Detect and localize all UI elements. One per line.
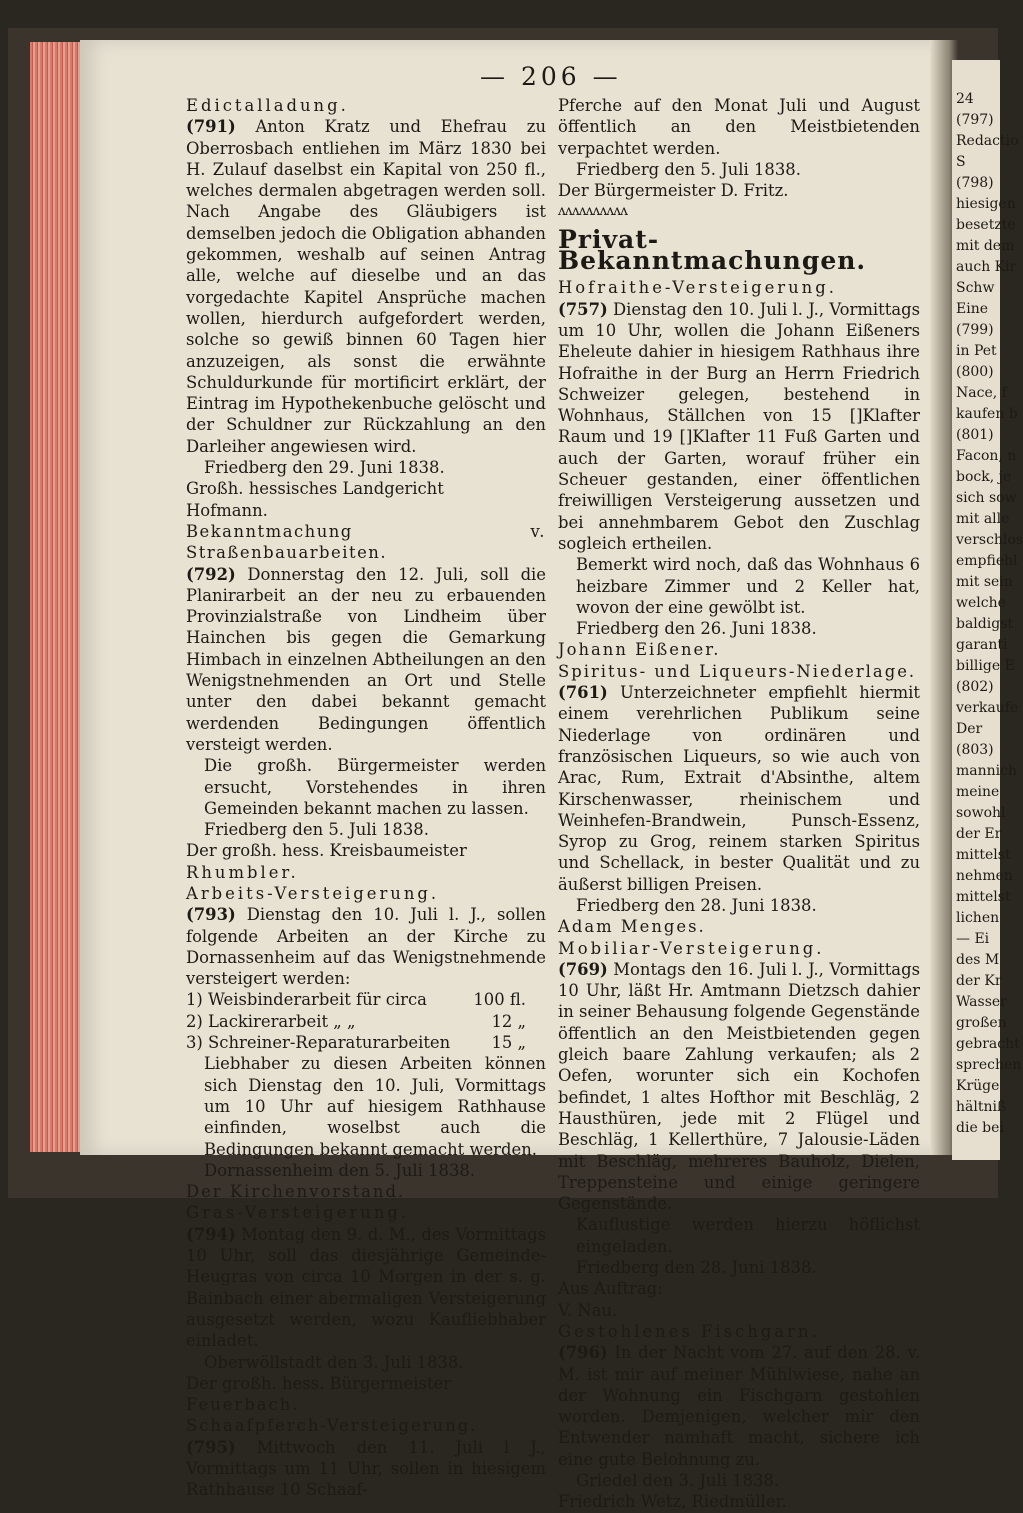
next-page-line: die bei: [956, 1120, 1004, 1136]
signature-name: Rhumbler.: [186, 862, 299, 882]
next-page-line: hältniß: [956, 1099, 1007, 1115]
item-value: 12 „: [491, 1011, 526, 1031]
next-page-line: des M: [956, 952, 1000, 968]
next-page-line: mit alle: [956, 511, 1010, 527]
entry-number: (794): [186, 1224, 236, 1244]
entry-text: Dienstag den 10. Juli l. J., sollen folgende Arbeiten an der Kirche zu Dornassenheim auf das Wenigstnehmende versteigert werden:: [186, 905, 546, 989]
ornament-divider: ʌʌʌʌʌʌʌʌʌʌ: [558, 203, 628, 220]
next-page-fragment: [952, 60, 1023, 1160]
item-label: 1) Weisbinderarbeit für circa: [186, 990, 427, 1010]
work-item: [186, 1032, 546, 1053]
signature: Aus Auftrag:: [558, 1279, 663, 1299]
entry-796: [558, 1342, 920, 1470]
entry-date: Oberwöllstadt den 3. Juli 1838.: [204, 1352, 464, 1372]
heading-schaafpferch: Schaafpferch-Versteigerung.: [186, 1416, 478, 1436]
entry-text: Montags den 16. Juli l. J., Vormittags 10 Uhr, läßt Hr. Amtmann Dietzsch dahier in seiner Behausung folgende Gegenstände öffentlich an den Meistbietenden gegen gleich baare Zahlung verkaufen; als 2 Oefen, worunter sich ein Kochofen befindet, 1 altes Hofthor mit Beschläg, 2 Hausthüren, jede mit 2 Flügel und Beschläg, 1 Kellerthüre, 7 Jalousie-Läden mit Beschläg, mehreres Bauholz, Dielen, Treppensteine und einige geringere Gegenstände.: [558, 959, 920, 1214]
signature: Der Bürgermeister D. Fritz.: [558, 181, 789, 201]
heading-strassenbau: Bekanntmachung v. Straßenbauarbeiten.: [186, 521, 546, 563]
heading-fischgarn: Gestohlenes Fischgarn.: [558, 1321, 820, 1341]
signature: Johann Eißener.: [558, 640, 721, 660]
next-page-line: der Kr: [956, 973, 1002, 989]
signature-name: V. Nau.: [558, 1300, 618, 1320]
item-label: 3) Schreiner-Reparaturarbeiten: [186, 1033, 451, 1053]
left-column: [186, 95, 546, 1501]
entry-number: (793): [186, 905, 236, 925]
next-page-line: Facon, n: [956, 448, 1017, 464]
next-page-line: (802): [956, 679, 994, 695]
item-value: 100 fl.: [473, 990, 526, 1010]
work-item: [186, 1011, 546, 1032]
signature: Friedrich Wetz, Riedmüller.: [558, 1492, 787, 1512]
next-page-line: großen: [956, 1015, 1007, 1031]
next-page-line: (801): [956, 427, 994, 443]
next-page-line: bock, je: [956, 469, 1012, 485]
signature: Der Kirchenvorstand.: [186, 1182, 406, 1202]
entry-text: Anton Kratz und Ehefrau zu Oberrosbach entliehen im März 1830 bei H. Zulauf daselbst ein Kapital von 250 fl., welches dermalen abgetragen werden soll. Nach Angabe des Gläubigers ist demselben jedoch die Obligation abhanden gekommen, weshalb auf seinen Antrag alle, welche auf dieselbe und an das vorgedachte Kapitel Ansprüche machen wollen, hierdurch aufgefordert werden, solche so gewiß binnen 60 Tagen hier anzuzeigen, als sonst die erwähnte Schuldurkunde für mortificirt erklärt, der Eintrag im Hypothekenbuche gelöscht und der Schuldner zur Rückzahlung an den Darleiher angewiesen wird.: [186, 117, 546, 456]
next-page-line: meine: [956, 784, 1000, 800]
signature-name: Feuerbach.: [186, 1395, 300, 1415]
entry-date: Friedberg den 5. Juli 1838.: [204, 820, 429, 840]
next-page-line: der Er: [956, 826, 1002, 842]
next-page-line: mit dem: [956, 238, 1015, 254]
heading-hofraithe: Hofraithe-Versteigerung.: [558, 278, 837, 298]
signature: Der großh. hess. Kreisbaumeister: [186, 841, 467, 861]
next-page-line: sowohl: [956, 805, 1006, 821]
next-page-line: sich sow: [956, 490, 1017, 506]
next-page-line: Redactio: [956, 133, 1019, 149]
work-items: [186, 989, 546, 1053]
entry-text: Montag den 9. d. M., des Vormittags 10 Uhr, soll das diesjährige Gemeinde-Heugras von circa 10 Morgen in der s. g. Bainbach einer abermaligen Versteigerung ausgesetzt werden, wozu Kaufliebhaber einladet.: [186, 1224, 546, 1351]
next-page-line: nehmen: [956, 868, 1013, 884]
heading-edictalladung: Edictalladung.: [186, 96, 349, 115]
entry-text-b: Die großh. Bürgermeister werden ersucht, Vorstehendes in ihren Gemeinden bekannt machen zu lassen.: [204, 756, 546, 818]
next-page-line: Krüge: [956, 1078, 1000, 1094]
entry-text: In der Nacht vom 27. auf den 28. v. M. ist mir auf meiner Mühlwiese, nahe an der Wohnung ein Fischgarn gestohlen worden. Demjenigen, welcher mir den Entwender namhaft macht, sichere ich eine gute Belohnung zu.: [558, 1343, 920, 1469]
entry-text: Unterzeichneter empfiehlt hiermit einem verehrlichen Publikum seine Niederlage von ordinären und französischen Liqueurs, so wie auch von Arac, Rum, Extrait d'Absinthe, altem Kirschenwasser, rheinischem und Weinhefen-Brandwein, Punsch-Essenz, Syrop zu Grog, reinem starken Spiritus und Schellack, in bester Qualität und zu äußerst billigen Preisen.: [558, 683, 920, 894]
page-number: — 206 —: [480, 62, 622, 91]
next-page-line: hiesigen: [956, 196, 1016, 212]
entry-number: (791): [186, 117, 236, 137]
entry-date: Friedberg den 5. Juli 1838.: [576, 159, 801, 179]
section-title: Privat-Bekanntmachungen.: [558, 224, 867, 276]
next-page-line: Eine: [956, 301, 988, 317]
signature: Adam Menges.: [558, 917, 706, 937]
next-page-line: Wasser: [956, 994, 1007, 1010]
next-page-line: Nace, f: [956, 385, 1007, 401]
next-page-line: baldigst: [956, 616, 1013, 632]
next-page-line: Der: [956, 721, 983, 737]
next-page-line: 24: [956, 91, 974, 107]
entry-757: [558, 299, 920, 555]
work-item: [186, 989, 546, 1010]
entry-text: Dienstag den 10. Juli l. J., Vormittags um 10 Uhr, wollen die Johann Eißeners Eheleute dahier in hiesigem Rathhaus ihre Hofraithe in der Burg an Herrn Friedrich Schweizer gelegen, bestehend in Wohnhaus, Ställchen von 15 []Klafter Raum und 19 []Klafter 11 Fuß Garten und auch der Garten, worauf früher ein Scheuer gestanden, einer öffentlichen freiwilligen Versteigerung aussetzen und bei annehmbarem Gebot den Zuschlag sogleich ertheilen.: [558, 299, 920, 553]
heading-mobiliar: Mobiliar-Versteigerung.: [558, 938, 825, 958]
item-value: 15 „: [491, 1033, 526, 1053]
next-page-line: (803): [956, 742, 994, 758]
signature: Großh. hessisches Landgericht: [186, 479, 444, 499]
next-page-line: S: [956, 154, 966, 170]
signature-name: Hofmann.: [186, 500, 268, 520]
entry-text-b: Kauflustige werden hierzu höflichst eingeladen.: [576, 1215, 920, 1256]
entry-text: Mittwoch den 11. Juli l J., Vormittags um 11 Uhr, sollen in hiesigem Rathhause 10 Schaaf-: [186, 1437, 546, 1500]
entry-795: [186, 1437, 546, 1501]
next-page-line: kaufen b: [956, 406, 1018, 422]
entry-date: Friedberg den 26. Juni 1838.: [576, 619, 817, 639]
next-page-line: (799): [956, 322, 994, 338]
page-edges: [30, 42, 85, 1152]
entry-date: Dornassenheim den 5. Juli 1838.: [204, 1160, 476, 1180]
next-page-line: besetzte: [956, 217, 1016, 233]
entry-text: Donnerstag den 12. Juli, soll die Planirarbeit an der neu zu erbauenden Provinzialstraße von Lindheim über Hainchen bis gegen die Gemarkung Himbach in einzelnen Abtheilungen an den Wenigstnehmenden an Ort und Stelle unter den dabei bekannt gemacht werdenden Bedingungen öffentlich versteigt werden.: [186, 564, 546, 754]
next-page-line: mit sein: [956, 574, 1013, 590]
entry-769: [558, 959, 920, 1215]
entry-795-continued: Pferche auf den Monat Juli und August öffentlich an den Meistbietenden verpachtet werden.: [558, 96, 920, 158]
next-page-line: mannich: [956, 763, 1017, 779]
heading-arbeits: Arbeits-Versteigerung.: [186, 883, 440, 903]
entry-number: (757): [558, 299, 608, 319]
next-page-line: auch Kir: [956, 259, 1017, 275]
entry-791: [186, 116, 546, 457]
next-page-line: (797): [956, 112, 994, 128]
next-page-line: (798): [956, 175, 994, 191]
next-page-line: garanti: [956, 637, 1008, 653]
entry-761: [558, 682, 920, 895]
entry-number: (769): [558, 959, 608, 979]
entry-number: (792): [186, 564, 236, 584]
entry-text-b: Liebhaber zu diesen Arbeiten können sich Dienstag den 10. Juli, Vormittags um 10 Uhr auf hiesigem Rathhause einfinden, woselbst auch die Bedingungen bekannt gemacht werden.: [204, 1054, 546, 1159]
next-page-line: empfiehl: [956, 553, 1018, 569]
next-page-line: (800): [956, 364, 994, 380]
right-column: [558, 95, 920, 1513]
entry-date: Friedberg den 28. Juni 1838.: [576, 1258, 817, 1278]
next-page-line: mittelst: [956, 847, 1011, 863]
heading-spiritus: Spiritus- und Liqueurs-Niederlage.: [558, 661, 917, 681]
signature: Der großh. hess. Bürgermeister: [186, 1373, 451, 1393]
item-label: 2) Lackirerarbeit „ „: [186, 1011, 356, 1031]
next-page-line: lichen: [956, 910, 1000, 926]
entry-number: (795): [186, 1437, 236, 1457]
entry-792: [186, 564, 546, 756]
next-page-line: gebracht: [956, 1036, 1020, 1052]
next-page-line: Schw: [956, 280, 995, 296]
entry-date: Griedel den 3. Juli 1838.: [576, 1471, 780, 1490]
next-page-line: verschlos: [956, 532, 1023, 548]
next-page-line: mittelst: [956, 889, 1011, 905]
entry-793: [186, 904, 546, 989]
entry-number: (796): [558, 1343, 608, 1363]
next-page-line: billige E: [956, 658, 1015, 674]
entry-date: Friedberg den 29. Juni 1838.: [204, 458, 445, 478]
entry-text-b: Bemerkt wird noch, daß das Wohnhaus 6 heizbare Zimmer und 2 Keller hat, wovon der eine gewölbt ist.: [576, 555, 920, 617]
heading-gras: Gras-Versteigerung.: [186, 1203, 410, 1223]
next-page-line: verkaufe: [956, 700, 1019, 716]
entry-794: [186, 1224, 546, 1352]
entry-number: (761): [558, 683, 608, 703]
next-page-line: — Ei: [956, 931, 990, 947]
entry-date: Friedberg den 28. Juni 1838.: [576, 895, 817, 915]
next-page-line: in Pet: [956, 343, 997, 359]
next-page-line: welche: [956, 595, 1006, 611]
next-page-line: sprechen: [956, 1057, 1022, 1073]
